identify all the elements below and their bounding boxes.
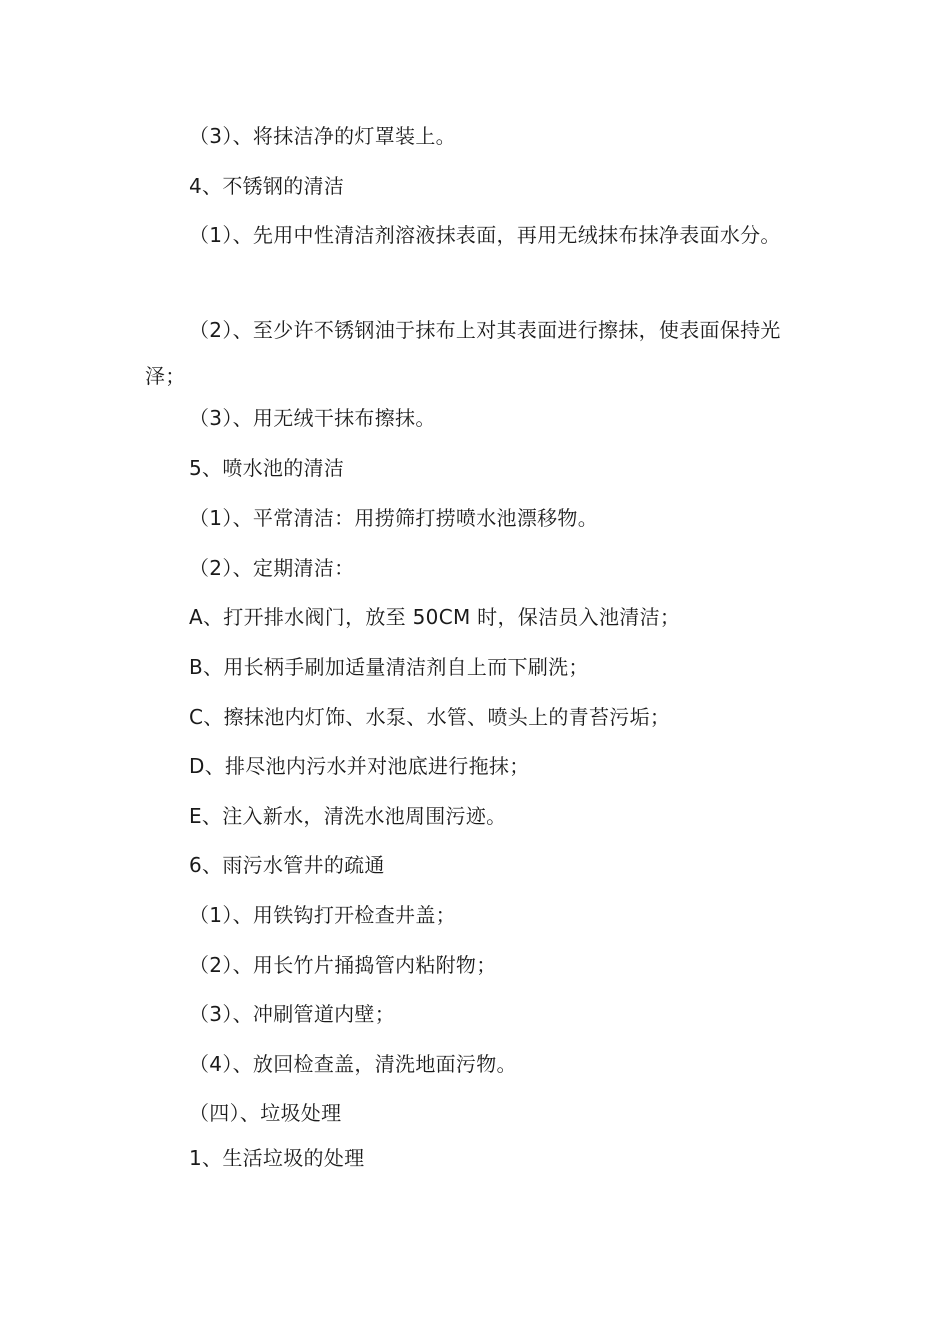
paragraph-wrapped: （2）、至少许不锈钢油于抹布上对其表面进行擦抹，使表面保持光泽；: [145, 318, 781, 388]
paragraph-line: D、排尽池内污水并对池底进行拖抹；: [189, 754, 530, 778]
paragraph-line: （2）、用长竹片捅捣管内粘附物；: [189, 953, 497, 977]
paragraph-line: （3）、用无绒干抹布擦抹。: [189, 406, 436, 430]
section-heading: 6、雨污水管井的疏通: [189, 853, 385, 877]
paragraph-line: E、注入新水，清洗水池周围污迹。: [189, 804, 507, 828]
paragraph-line: （1）、平常清洁：用捞筛打捞喷水池漂移物。: [189, 506, 599, 530]
section-heading: 4、不锈钢的清洁: [189, 174, 345, 198]
paragraph-line: （3）、将抹洁净的灯罩装上。: [189, 124, 456, 148]
paragraph-wrapped: （1）、先用中性清洁剂溶液抹表面，再用无绒抹布抹净表面水分。: [189, 223, 781, 247]
section-heading: 5、喷水池的清洁: [189, 456, 345, 480]
paragraph-line: （4）、放回检查盖，清洗地面污物。: [189, 1052, 517, 1076]
section-heading: 1、生活垃圾的处理: [189, 1146, 365, 1170]
paragraph-line: （1）、用铁钩打开检查井盖；: [189, 903, 456, 927]
paragraph-line: （3）、冲刷管道内壁；: [189, 1002, 396, 1026]
paragraph-line: （2）、定期清洁：: [189, 556, 355, 580]
paragraph-line: B、用长柄手刷加适量清洁剂自上而下刷洗；: [189, 655, 589, 679]
paragraph-line: A、打开排水阀门，放至 50CM 时，保洁员入池清洁；: [189, 605, 681, 629]
paragraph-line: C、擦抹池内灯饰、水泵、水管、喷头上的青苔污垢；: [189, 705, 671, 729]
section-heading: （四）、垃圾处理: [189, 1101, 342, 1125]
